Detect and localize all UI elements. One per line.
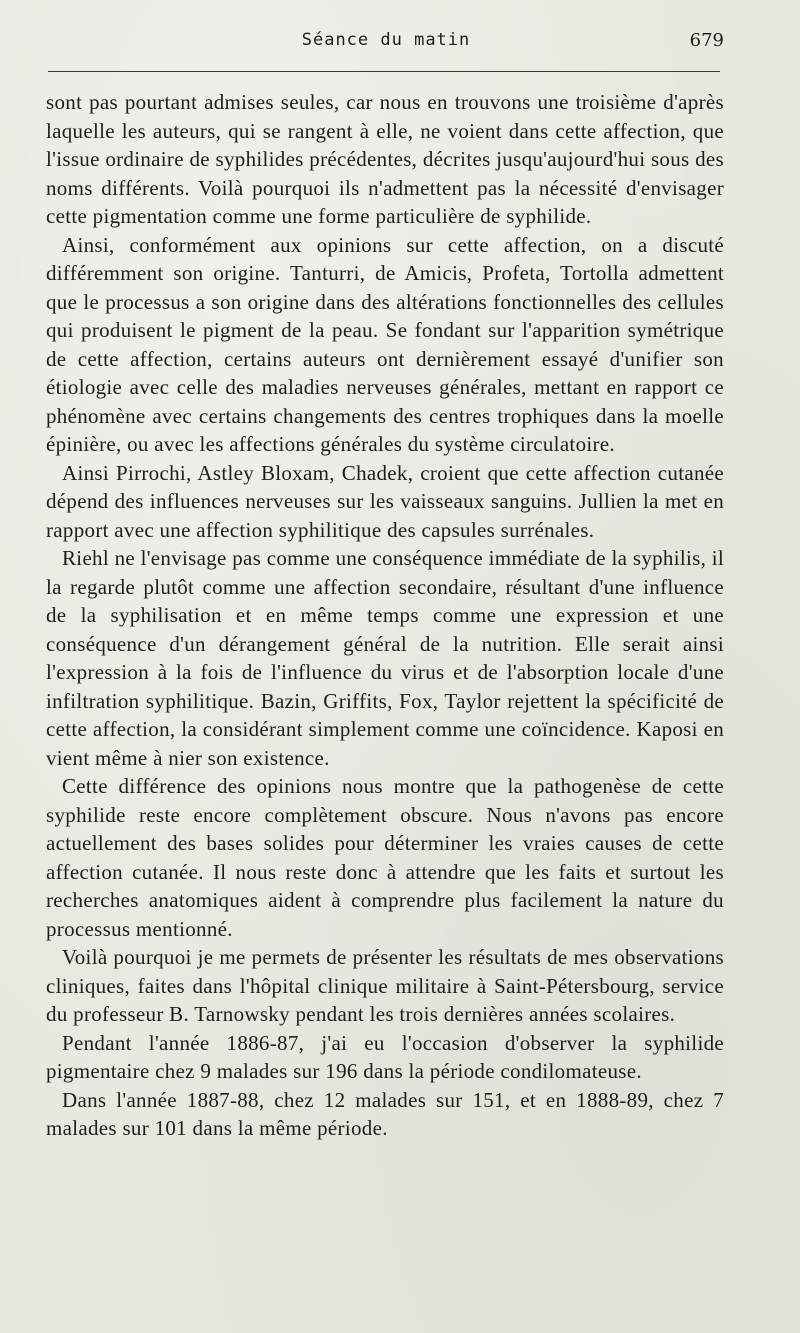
- paragraph-2: Ainsi, conformément aux opinions sur cette affection, on a discuté différemment son origine. Tanturri, de Amicis, Profeta, Tortolla admettent que le processus a son origine dans des altérations fonctionnelles des cellules qui produisent le pigment de la peau. Se fondant sur l'apparition symétrique de cette affection, certains auteurs ont dernièrement essayé d'unifier son étiologie avec celle des maladies nerveuses générales, mettant en rapport ce phénomène avec certains changements des centres trophiques dans la moelle épinière, ou avec les affections générales du système circulatoire.: [46, 232, 724, 456]
- running-title: Séance du matin: [301, 30, 471, 50]
- page-number: 679: [689, 30, 724, 51]
- paragraph-5: Cette différence des opinions nous montre que la pathogenèse de cette syphilide reste encore complètement obscure. Nous n'avons pas encore actuellement des bases solides pour déterminer les vraies causes de cette affection cutanée. Il nous reste donc à attendre que les faits et surtout les recherches anatomiques aident à comprendre plus facilement la nature du processus mentionné.: [46, 774, 724, 941]
- header-rule: [48, 71, 720, 72]
- paragraph-3: Ainsi Pirrochi, Astley Bloxam, Chadek, croient que cette affection cutanée dépend des influences nerveuses sur les vaisseaux sanguins. Jullien la met en rapport avec une affection syphilitique des capsules surrénales.: [46, 460, 724, 542]
- paragraph-7: Pendant l'année 1886-87, j'ai eu l'occasion d'observer la syphilide pigmentaire chez 9 malades sur 196 dans la période condilomateuse.: [46, 1030, 724, 1083]
- body-text: [46, 88, 724, 1143]
- paragraph-1: sont pas pourtant admises seules, car nous en trouvons une troisième d'après laquelle les auteurs, qui se rangent à elle, ne voient dans cette affection, que l'issue ordinaire de syphilides précédentes, décrites jusqu'aujourd'hui sous des noms différents. Voilà pourquoi ils n'admettent pas la nécessité d'envisager cette pigmentation comme une forme particulière de syphilide.: [46, 90, 724, 228]
- paragraph-6: Voilà pourquoi je me permets de présenter les résultats de mes observations cliniques, faites dans l'hôpital clinique militaire à Saint-Pétersbourg, service du professeur B. Tarnowsky pendant les trois dernières années scolaires.: [46, 945, 724, 1026]
- paragraph-8: Dans l'année 1887-88, chez 12 malades sur 151, et en 1888-89, chez 7 malades sur 101 dans la même période.: [46, 1087, 724, 1140]
- running-header: [48, 30, 724, 60]
- paragraph-4: Riehl ne l'envisage pas comme une conséquence immédiate de la syphilis, il la regarde plutôt comme une affection secondaire, résultant d'une influence de la syphilisation et en même temps comme une expression et une conséquence d'un dérangement général de la nutrition. Elle serait ainsi l'expression à la fois de l'influence du virus et de l'absorption locale d'une infiltration syphilitique. Bazin, Griffits, Fox, Taylor rejettent la spécificité de cette affection, la considérant simplement comme une coïncidence. Kaposi en vient même à nier son existence.: [46, 546, 724, 770]
